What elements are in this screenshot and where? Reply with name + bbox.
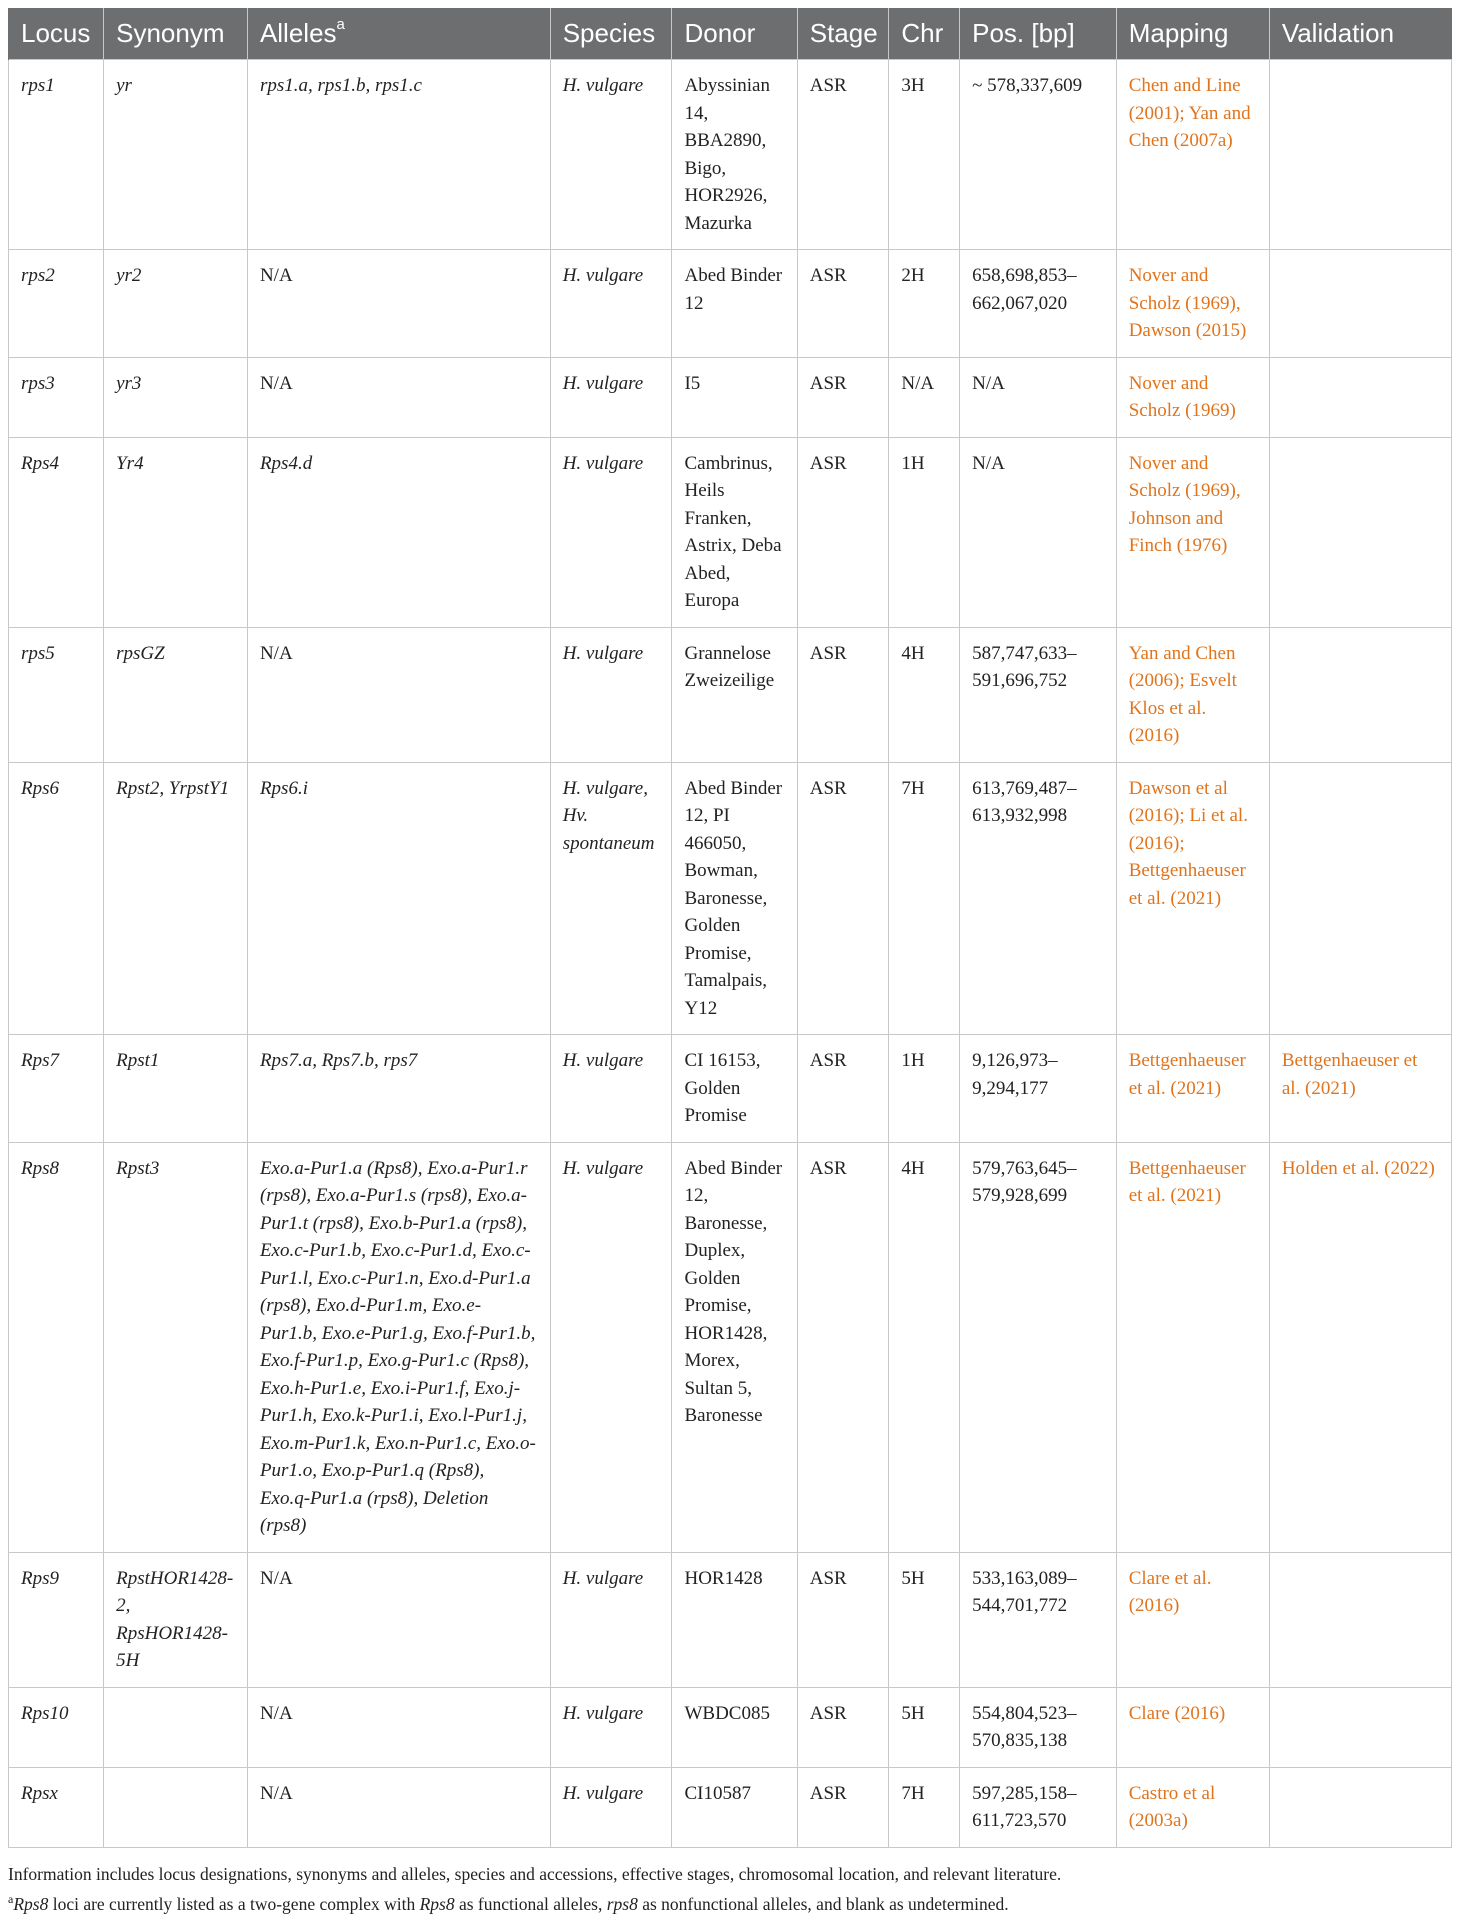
cell-mapping-link[interactable]: Castro et al (2003a) bbox=[1116, 1767, 1269, 1847]
cell-mapping-link[interactable]: Chen and Line (2001); Yan and Chen (2007a) bbox=[1116, 60, 1269, 250]
cell-alleles: N/A bbox=[247, 1767, 550, 1847]
cell-locus: Rps6 bbox=[9, 762, 104, 1035]
cell-synonym bbox=[104, 1687, 248, 1767]
cell-species: H. vulgare bbox=[550, 627, 672, 762]
cell-alleles: N/A bbox=[247, 357, 550, 437]
cell-locus: Rps7 bbox=[9, 1035, 104, 1143]
cell-locus: rps5 bbox=[9, 627, 104, 762]
cell-species: H. vulgare bbox=[550, 60, 672, 250]
cell-locus: Rps8 bbox=[9, 1142, 104, 1552]
cell-alleles: rps1.a, rps1.b, rps1.c bbox=[247, 60, 550, 250]
cell-alleles: N/A bbox=[247, 1552, 550, 1687]
cell-synonym: Rpst2, YrpstY1 bbox=[104, 762, 248, 1035]
footnote-a-text-3: as nonfunctional alleles, and blank as undetermined. bbox=[638, 1893, 1009, 1913]
footnote-a bbox=[8, 1887, 1452, 1916]
cell-chr: 5H bbox=[889, 1687, 960, 1767]
table-row bbox=[9, 1142, 1452, 1552]
table-row bbox=[9, 1552, 1452, 1687]
table-body bbox=[9, 60, 1452, 1848]
footnote-a-term-nonfunctional: rps8 bbox=[607, 1893, 638, 1913]
footnote-a-text-1: loci are currently listed as a two-gene complex with bbox=[48, 1893, 419, 1913]
cell-synonym: yr2 bbox=[104, 250, 248, 358]
cell-species: H. vulgare, Hv. spontaneum bbox=[550, 762, 672, 1035]
cell-alleles: Rps6.i bbox=[247, 762, 550, 1035]
table-row bbox=[9, 1767, 1452, 1847]
cell-locus: rps1 bbox=[9, 60, 104, 250]
cell-synonym: RpstHOR1428-2, RpsHOR1428-5H bbox=[104, 1552, 248, 1687]
cell-mapping-link[interactable]: Yan and Chen (2006); Esvelt Klos et al. (2016) bbox=[1116, 627, 1269, 762]
cell-species: H. vulgare bbox=[550, 1687, 672, 1767]
cell-stage: ASR bbox=[797, 250, 889, 358]
cell-mapping-link[interactable]: Nover and Scholz (1969), Dawson (2015) bbox=[1116, 250, 1269, 358]
header-alleles bbox=[247, 8, 550, 60]
footnote-info: Information includes locus designations, synonyms and alleles, species and accessions, effective stages, chromosomal location, and relevant literature. bbox=[8, 1862, 1452, 1887]
header-locus: Locus bbox=[9, 8, 104, 60]
header-synonym: Synonym bbox=[104, 8, 248, 60]
cell-stage: ASR bbox=[797, 627, 889, 762]
cell-donor: CI10587 bbox=[672, 1767, 797, 1847]
header-alleles-label: Alleles bbox=[260, 18, 337, 48]
cell-pos: 533,163,089–544,701,772 bbox=[960, 1552, 1117, 1687]
table-row bbox=[9, 627, 1452, 762]
table-row bbox=[9, 357, 1452, 437]
cell-mapping-link[interactable]: Nover and Scholz (1969) bbox=[1116, 357, 1269, 437]
footnote-a-term: Rps8 bbox=[13, 1893, 48, 1913]
cell-validation-link[interactable] bbox=[1269, 627, 1451, 762]
cell-pos: 613,769,487–613,932,998 bbox=[960, 762, 1117, 1035]
cell-stage: ASR bbox=[797, 1552, 889, 1687]
cell-pos: 579,763,645–579,928,699 bbox=[960, 1142, 1117, 1552]
cell-mapping-link[interactable]: Clare (2016) bbox=[1116, 1687, 1269, 1767]
cell-mapping-link[interactable]: Bettgenhaeuser et al. (2021) bbox=[1116, 1142, 1269, 1552]
cell-synonym: Rpst1 bbox=[104, 1035, 248, 1143]
cell-locus: Rpsx bbox=[9, 1767, 104, 1847]
cell-stage: ASR bbox=[797, 437, 889, 627]
header-mapping: Mapping bbox=[1116, 8, 1269, 60]
cell-synonym: Rpst3 bbox=[104, 1142, 248, 1552]
cell-validation-link[interactable]: Bettgenhaeuser et al. (2021) bbox=[1269, 1035, 1451, 1143]
cell-locus: rps2 bbox=[9, 250, 104, 358]
cell-stage: ASR bbox=[797, 1142, 889, 1552]
cell-mapping-link[interactable]: Dawson et al (2016); Li et al. (2016); Bettgenhaeuser et al. (2021) bbox=[1116, 762, 1269, 1035]
cell-chr: 1H bbox=[889, 437, 960, 627]
cell-donor: Abed Binder 12 bbox=[672, 250, 797, 358]
cell-locus: Rps10 bbox=[9, 1687, 104, 1767]
cell-validation-link[interactable]: Holden et al. (2022) bbox=[1269, 1142, 1451, 1552]
cell-mapping-link[interactable]: Bettgenhaeuser et al. (2021) bbox=[1116, 1035, 1269, 1143]
cell-species: H. vulgare bbox=[550, 357, 672, 437]
table-row bbox=[9, 1687, 1452, 1767]
cell-donor: WBDC085 bbox=[672, 1687, 797, 1767]
table-header bbox=[9, 8, 1452, 60]
cell-chr: 7H bbox=[889, 1767, 960, 1847]
cell-stage: ASR bbox=[797, 357, 889, 437]
cell-validation-link[interactable] bbox=[1269, 437, 1451, 627]
cell-donor: I5 bbox=[672, 357, 797, 437]
cell-synonym: yr bbox=[104, 60, 248, 250]
cell-pos: 9,126,973–9,294,177 bbox=[960, 1035, 1117, 1143]
header-donor: Donor bbox=[672, 8, 797, 60]
footnote-a-marker: a bbox=[8, 1892, 13, 1906]
cell-alleles: N/A bbox=[247, 1687, 550, 1767]
cell-validation-link[interactable] bbox=[1269, 1687, 1451, 1767]
cell-donor: Abyssinian 14, BBA2890, Bigo, HOR2926, Mazurka bbox=[672, 60, 797, 250]
header-pos: Pos. [bp] bbox=[960, 8, 1117, 60]
cell-alleles: Exo.a-Pur1.a (Rps8), Exo.a-Pur1.r (rps8), Exo.a-Pur1.s (rps8), Exo.a-Pur1.t (rps8), Exo.b-Pur1.a (rps8), Exo.c-Pur1.b, Exo.c-Pur1.d, Exo.c-Pur1.l, Exo.c-Pur1.n, Exo.d-Pur1.a (rps8), Exo.d-Pur1.m, Exo.e-Pur1.b, Exo.e-Pur1.g, Exo.f-Pur1.b, Exo.f-Pur1.p, Exo.g-Pur1.c (Rps8), Exo.h-Pur1.e, Exo.i-Pur1.f, Exo.j-Pur1.h, Exo.k-Pur1.i, Exo.l-Pur1.j, Exo.m-Pur1.k, Exo.n-Pur1.c, Exo.o-Pur1.o, Exo.p-Pur1.q (Rps8), Exo.q-Pur1.a (rps8), Deletion (rps8) bbox=[247, 1142, 550, 1552]
table-row bbox=[9, 437, 1452, 627]
cell-alleles: Rps7.a, Rps7.b, rps7 bbox=[247, 1035, 550, 1143]
table-row bbox=[9, 250, 1452, 358]
cell-donor: Abed Binder 12, PI 466050, Bowman, Baronesse, Golden Promise, Tamalpais, Y12 bbox=[672, 762, 797, 1035]
cell-donor: Abed Binder 12, Baronesse, Duplex, Golden Promise, HOR1428, Morex, Sultan 5, Baronesse bbox=[672, 1142, 797, 1552]
header-validation: Validation bbox=[1269, 8, 1451, 60]
cell-mapping-link[interactable]: Nover and Scholz (1969), Johnson and Finch (1976) bbox=[1116, 437, 1269, 627]
cell-alleles: N/A bbox=[247, 250, 550, 358]
cell-stage: ASR bbox=[797, 1687, 889, 1767]
cell-synonym: rpsGZ bbox=[104, 627, 248, 762]
cell-donor: HOR1428 bbox=[672, 1552, 797, 1687]
cell-locus: Rps9 bbox=[9, 1552, 104, 1687]
cell-chr: 2H bbox=[889, 250, 960, 358]
table-footnotes bbox=[8, 1862, 1452, 1916]
cell-pos: 658,698,853–662,067,020 bbox=[960, 250, 1117, 358]
cell-validation-link[interactable] bbox=[1269, 1767, 1451, 1847]
cell-donor: Grannelose Zweizeilige bbox=[672, 627, 797, 762]
header-alleles-footnote-marker: a bbox=[337, 16, 345, 33]
cell-validation-link[interactable] bbox=[1269, 762, 1451, 1035]
cell-chr: 5H bbox=[889, 1552, 960, 1687]
cell-pos: 597,285,158–611,723,570 bbox=[960, 1767, 1117, 1847]
footnote-a-term-functional: Rps8 bbox=[420, 1893, 455, 1913]
cell-species: H. vulgare bbox=[550, 1142, 672, 1552]
cell-species: H. vulgare bbox=[550, 1767, 672, 1847]
header-species: Species bbox=[550, 8, 672, 60]
cell-synonym bbox=[104, 1767, 248, 1847]
cell-pos: 587,747,633–591,696,752 bbox=[960, 627, 1117, 762]
cell-synonym: yr3 bbox=[104, 357, 248, 437]
cell-donor: CI 16153, Golden Promise bbox=[672, 1035, 797, 1143]
cell-chr: 7H bbox=[889, 762, 960, 1035]
table-row bbox=[9, 762, 1452, 1035]
cell-alleles: Rps4.d bbox=[247, 437, 550, 627]
cell-chr: 4H bbox=[889, 1142, 960, 1552]
cell-chr: N/A bbox=[889, 357, 960, 437]
cell-alleles: N/A bbox=[247, 627, 550, 762]
cell-pos: N/A bbox=[960, 437, 1117, 627]
header-chr: Chr bbox=[889, 8, 960, 60]
table-row bbox=[9, 1035, 1452, 1143]
cell-chr: 3H bbox=[889, 60, 960, 250]
cell-synonym: Yr4 bbox=[104, 437, 248, 627]
cell-stage: ASR bbox=[797, 1035, 889, 1143]
cell-stage: ASR bbox=[797, 60, 889, 250]
footnote-a-text-2: as functional alleles, bbox=[455, 1893, 607, 1913]
cell-chr: 1H bbox=[889, 1035, 960, 1143]
cell-donor: Cambrinus, Heils Franken, Astrix, Deba Abed, Europa bbox=[672, 437, 797, 627]
cell-stage: ASR bbox=[797, 762, 889, 1035]
cell-mapping-link[interactable]: Clare et al. (2016) bbox=[1116, 1552, 1269, 1687]
cell-pos: 554,804,523–570,835,138 bbox=[960, 1687, 1117, 1767]
cell-validation-link[interactable] bbox=[1269, 250, 1451, 358]
cell-pos: N/A bbox=[960, 357, 1117, 437]
table-container bbox=[8, 8, 1452, 1916]
resistance-loci-table bbox=[8, 8, 1452, 1848]
cell-validation-link[interactable] bbox=[1269, 60, 1451, 250]
cell-species: H. vulgare bbox=[550, 1552, 672, 1687]
cell-species: H. vulgare bbox=[550, 1035, 672, 1143]
cell-species: H. vulgare bbox=[550, 250, 672, 358]
cell-pos: ~ 578,337,609 bbox=[960, 60, 1117, 250]
cell-locus: Rps4 bbox=[9, 437, 104, 627]
cell-validation-link[interactable] bbox=[1269, 357, 1451, 437]
cell-species: H. vulgare bbox=[550, 437, 672, 627]
cell-stage: ASR bbox=[797, 1767, 889, 1847]
header-stage: Stage bbox=[797, 8, 889, 60]
cell-locus: rps3 bbox=[9, 357, 104, 437]
cell-chr: 4H bbox=[889, 627, 960, 762]
table-row bbox=[9, 60, 1452, 250]
cell-validation-link[interactable] bbox=[1269, 1552, 1451, 1687]
